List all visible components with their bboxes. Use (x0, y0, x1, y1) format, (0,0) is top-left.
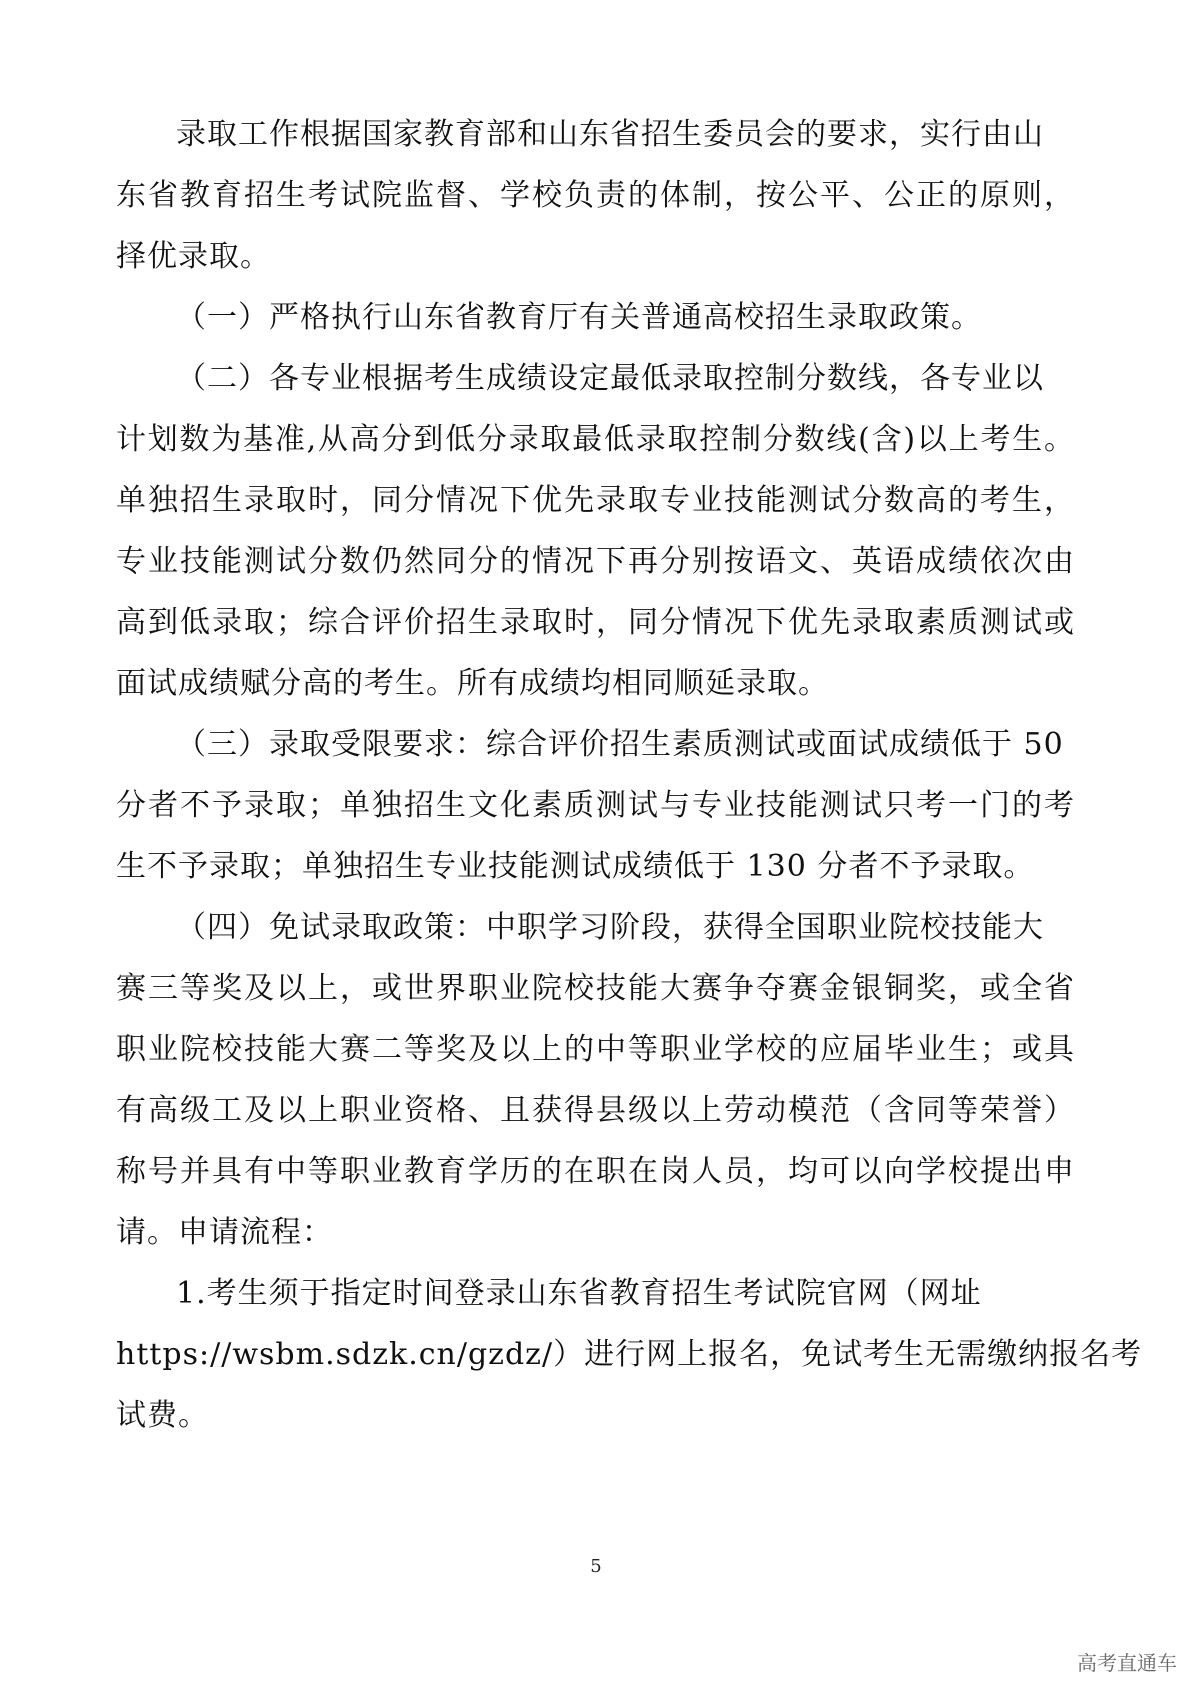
body-text-line-6: 计划数为基准,从高分到低分录取最低录取控制分数线(含)以上考生。 (116, 422, 1075, 457)
body-text-line-4: （一）严格执行山东省教育厅有关普通高校招生录取政策。 (176, 300, 982, 335)
body-text-line-3: 择优录取。 (116, 239, 271, 274)
body-text-line-16: 职业院校技能大赛二等奖及以上的中等职业学校的应届毕业生；或具 (116, 1032, 1075, 1067)
body-text-line-20: 1.考生须于指定时间登录山东省教育招生考试院官网（网址 (176, 1276, 982, 1311)
body-text-line-2: 东省教育招生考试院监督、学校负责的体制，按公平、公正的原则， (116, 178, 1075, 213)
page-number: 5 (590, 1556, 602, 1577)
body-text-line-9: 高到低录取；综合评价招生录取时，同分情况下优先录取素质测试或 (116, 605, 1075, 640)
body-text-line-7: 单独招生录取时，同分情况下优先录取专业技能测试分数高的考生， (116, 483, 1075, 518)
body-text-line-11: （三）录取受限要求：综合评价招生素质测试或面试成绩低于 50 (176, 727, 1064, 762)
body-text-line-10: 面试成绩赋分高的考生。所有成绩均相同顺延录取。 (116, 666, 829, 701)
body-text-line-22: 试费。 (116, 1398, 209, 1433)
body-text-line-12: 分者不予录取；单独招生文化素质测试与专业技能测试只考一门的考 (116, 788, 1075, 823)
body-text-line-21: https://wsbm.sdzk.cn/gzdz/）进行网上报名，免试考生无需缴纳报名考 (116, 1337, 1143, 1372)
body-text-line-14: （四）免试录取政策：中职学习阶段，获得全国职业院校技能大 (176, 910, 1044, 945)
body-text-line-8: 专业技能测试分数仍然同分的情况下再分别按语文、英语成绩依次由 (116, 544, 1075, 579)
body-text-line-18: 称号并具有中等职业教育学历的在职在岗人员，均可以向学校提出申 (116, 1154, 1075, 1189)
body-text-line-15: 赛三等奖及以上，或世界职业院校技能大赛争夺赛金银铜奖，或全省 (116, 971, 1075, 1006)
watermark-text: 高考直通车 (1077, 1651, 1177, 1675)
body-text-line-5: （二）各专业根据考生成绩设定最低录取控制分数线，各专业以 (176, 361, 1044, 396)
body-text-line-13: 生不予录取；单独招生专业技能测试成绩低于 130 分者不予录取。 (116, 849, 1035, 884)
body-text-line-17: 有高级工及以上职业资格、且获得县级以上劳动模范（含同等荣誉） (116, 1093, 1075, 1128)
body-text-line-1: 录取工作根据国家教育部和山东省招生委员会的要求，实行由山 (176, 117, 1044, 152)
body-text-line-19: 请。申请流程： (116, 1215, 333, 1250)
